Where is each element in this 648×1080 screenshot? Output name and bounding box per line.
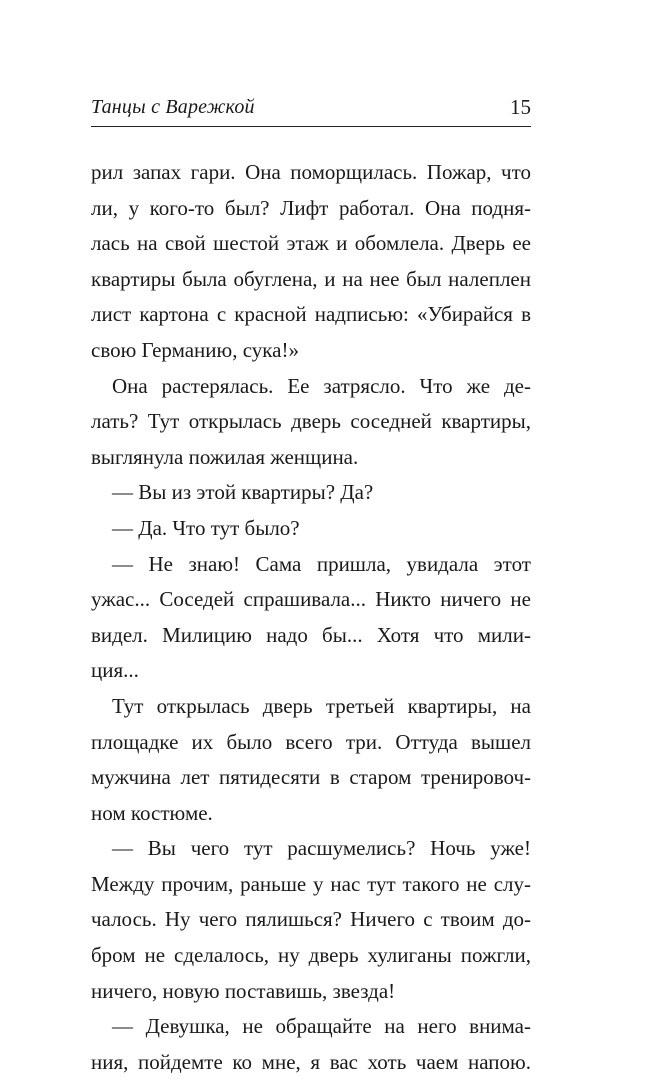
text-line: бром не сделалось, ну дверь хулиганы пожгли, bbox=[91, 943, 531, 968]
text-line: ном костюме. bbox=[91, 800, 213, 825]
text-line: — Не знаю! Сама пришла, увидала этот bbox=[112, 551, 531, 576]
text-line: выглянула пожилая женщина. bbox=[91, 444, 359, 469]
text-line: лать? Тут открылась дверь соседней квартиры, bbox=[91, 409, 531, 434]
text-line: ли, у кого-то был? Лифт работал. Она подня- bbox=[91, 195, 531, 220]
text-line: лист картона с красной надписью: «Убирайся в bbox=[91, 302, 531, 327]
text-line: ужас... Соседей спрашивала... Никто ничего не bbox=[91, 587, 531, 612]
page-number: 15 bbox=[510, 95, 531, 119]
text-line: — Девушка, не обращайте на него внима- bbox=[112, 1014, 531, 1039]
text-line: — Да. Что тут было? bbox=[112, 515, 300, 540]
text-line: ция... bbox=[91, 658, 139, 683]
running-header bbox=[91, 86, 531, 127]
text-line: — Вы из этой квартиры? Да? bbox=[112, 480, 374, 505]
text-line: ния, пойдемте ко мне, я вас хоть чаем напою. bbox=[91, 1049, 531, 1074]
text-line: рил запах гари. Она поморщилась. Пожар, что bbox=[91, 160, 531, 184]
text-line: чалось. Ну чего пялишься? Ничего с твоим до- bbox=[91, 907, 531, 932]
text-line: Она растерялась. Ее затрясло. Что же де- bbox=[112, 373, 531, 398]
text-line: Между прочим, раньше у нас тут такого не слу- bbox=[91, 871, 531, 896]
running-title: Танцы с Варежкой bbox=[91, 96, 255, 118]
text-line: свою Германию, сука!» bbox=[91, 337, 299, 362]
text-line: видел. Милицию надо бы... Хотя что мили- bbox=[91, 622, 531, 647]
text-line: лась на свой шестой этаж и обомлела. Дверь ее bbox=[91, 231, 531, 256]
text-line: ничего, новую поставишь, звезда! bbox=[91, 978, 396, 1003]
text-line: квартиры была обуглена, и на нее был налеплен bbox=[91, 266, 531, 291]
text-line: площадке их было всего три. Оттуда вышел bbox=[91, 729, 531, 754]
text-line: — Вы чего тут расшумелись? Ночь уже! bbox=[112, 836, 531, 861]
text-line: Тут открылась дверь третьей квартиры, на bbox=[112, 693, 531, 718]
text-line: мужчина лет пятидесяти в старом тренировоч- bbox=[91, 765, 531, 790]
body-text bbox=[91, 155, 531, 1080]
